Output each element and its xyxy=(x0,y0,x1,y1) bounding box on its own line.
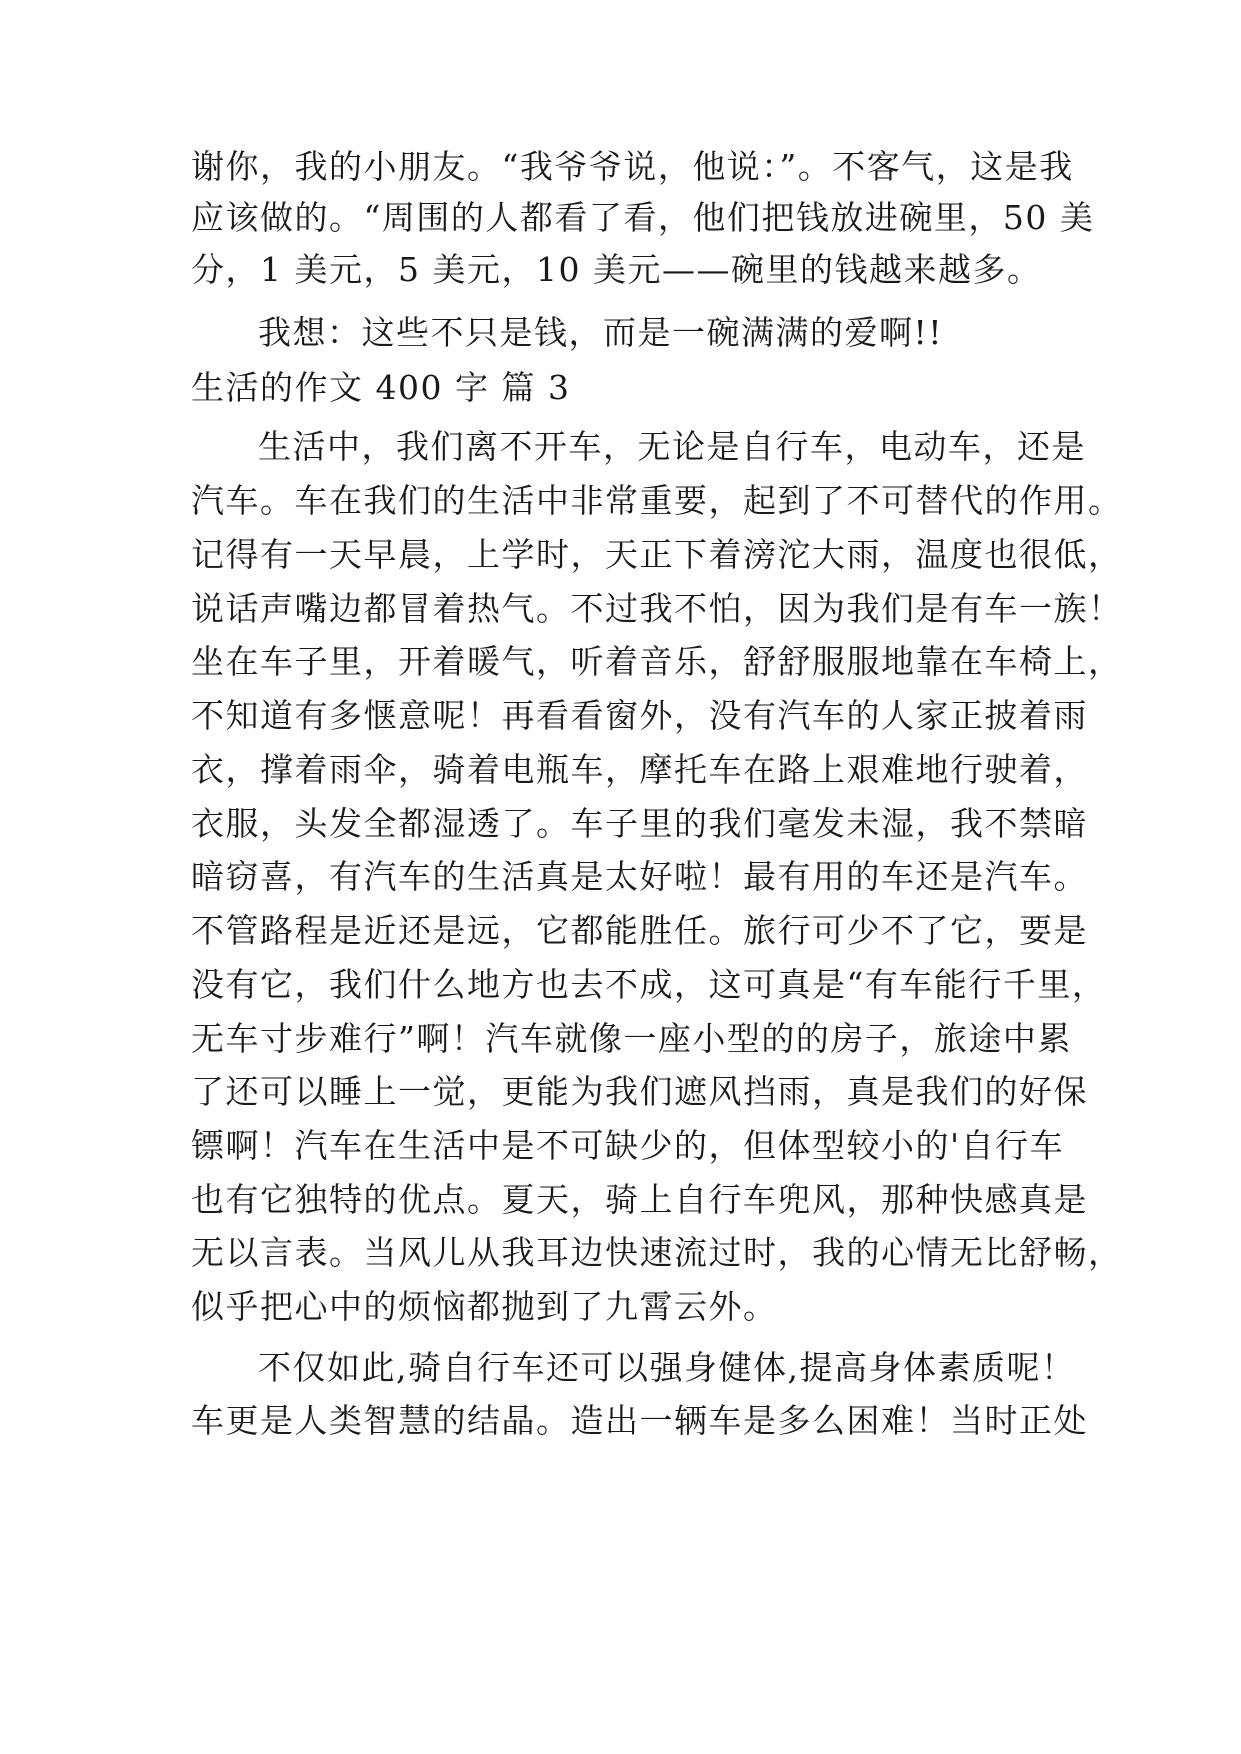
text-line: 无以言表。当风儿从我耳边快速流过时，我的心情无比舒畅， xyxy=(191,1233,1123,1272)
text-line: 汽车。车在我们的生活中非常重要，起到了不可替代的作用。 xyxy=(191,481,1123,520)
text-line: 谢你，我的小朋友。“我爷爷说，他说：”。不客气，这是我 xyxy=(191,147,1074,186)
text-line: 衣服，头发全都湿透了。车子里的我们毫发未湿，我不禁暗 xyxy=(191,804,1088,843)
text-line: 记得有一天早晨，上学时，天正下着滂沱大雨，温度也很低， xyxy=(191,535,1123,574)
text-line: 没有它，我们什么地方也去不成，这可真是“有车能行千里， xyxy=(191,965,1107,1004)
text-line: 应该做的。“周围的人都看了看，他们把钱放进碗里，50 美 xyxy=(191,198,1095,237)
text-line: 说话声嘴边都冒着热气。不过我不怕，因为我们是有车一族！ xyxy=(191,589,1123,628)
text-line: 分，1 美元，5 美元，10 美元——碗里的钱越来越多。 xyxy=(191,250,1042,289)
text-line: 衣，撑着雨伞，骑着电瓶车，摩托车在路上艰难地行驶着， xyxy=(191,750,1088,789)
text-line: 也有它独特的优点。夏天，骑上自行车兜风，那种快感真是 xyxy=(191,1180,1088,1219)
text-line: 似乎把心中的烦恼都抛到了九霄云外。 xyxy=(191,1287,778,1326)
text-line: 坐在车子里，开着暖气，听着音乐，舒舒服服地靠在车椅上， xyxy=(191,642,1123,681)
paragraph-first-line: 我想：这些不只是钱，而是一碗满满的爱啊!! xyxy=(258,313,944,352)
text-line: 不管路程是近还是远，它都能胜任。旅行可少不了它，要是 xyxy=(191,911,1088,950)
text-line: 车更是人类智慧的结晶。造出一辆车是多么困难！当时正处 xyxy=(191,1401,1088,1440)
section-heading: 生活的作文 400 字 篇 3 xyxy=(191,368,571,407)
paragraph-first-line: 不仅如此,骑自行车还可以强身健体,提高身体素质呢！ xyxy=(258,1348,1076,1387)
paragraph-first-line: 生活中，我们离不开车，无论是自行车，电动车，还是 xyxy=(258,427,1086,466)
text-line: 无车寸步难行”啊！汽车就像一座小型的的房子，旅途中累 xyxy=(191,1019,1072,1058)
text-line: 镖啊！汽车在生活中是不可缺少的，但体型较小的'自行车 xyxy=(191,1126,1065,1165)
text-line: 暗窃喜，有汽车的生活真是太好啦！最有用的车还是汽车。 xyxy=(191,857,1088,896)
text-line: 了还可以睡上一觉，更能为我们遮风挡雨，真是我们的好保 xyxy=(191,1072,1088,1111)
text-line: 不知道有多惬意呢！再看看窗外，没有汽车的人家正披着雨 xyxy=(191,696,1088,735)
